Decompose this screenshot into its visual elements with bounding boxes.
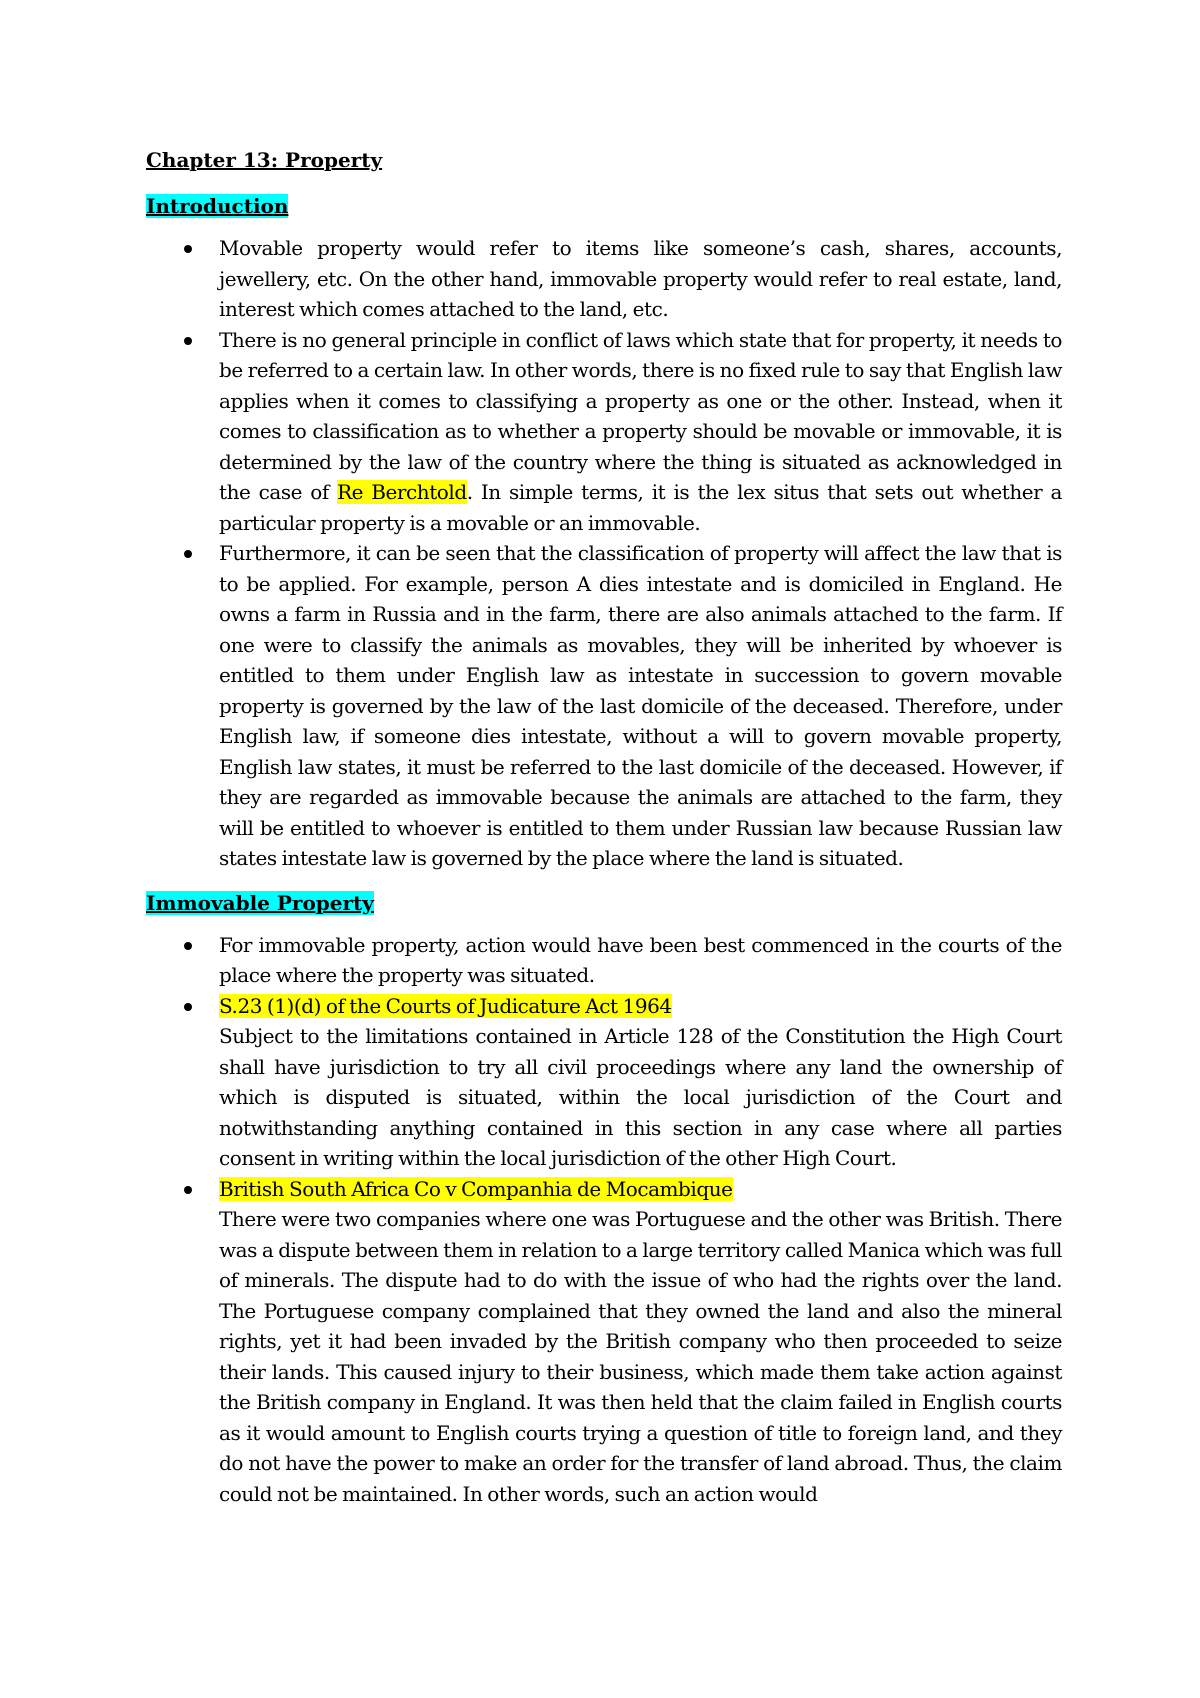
list-item-text: Furthermore, it can be seen that the classification of property will affect the law that is to be applied. For example, person A dies intestate and is domiciled in England. He owns a farm in Russia and in the farm, there are also animals attached to the farm. If one were to classify the animals as movables, they will be inherited by whoever is entitled to them under English law as intestate in succession to govern movable property is governed by the law of the last domicile of the deceased. Therefore, under English law, if someone dies intestate, without a will to govern movable property, English law states, it must be referred to the last domicile of the deceased. However, if they are regarded as immovable because the animals are attached to the farm, they will be entitled to whoever is entitled to them under Russian law because Russian law states intestate law is governed by the place where the land is situated. bbox=[219, 541, 1062, 870]
bullet-icon bbox=[184, 1003, 192, 1011]
heading-highlight: Immovable Property bbox=[146, 890, 374, 915]
bullet-icon bbox=[184, 942, 192, 950]
introduction-list bbox=[146, 233, 1062, 874]
bullet-icon bbox=[184, 550, 192, 558]
immovable-property-list bbox=[146, 930, 1062, 1510]
case-reference-highlight: Re Berchtold bbox=[337, 480, 467, 504]
list-item bbox=[146, 930, 1062, 991]
list-item-text-after: . In simple terms, it is the lex situs that sets out whether a particular property is a movable or an immovable. bbox=[219, 480, 1062, 535]
list-item bbox=[146, 233, 1062, 325]
list-item-text: Movable property would refer to items like someone’s cash, shares, accounts, jewellery, etc. On the other hand, immovable property would refer to real estate, land, interest which comes attached to the land, etc. bbox=[219, 236, 1062, 321]
section-heading-immovable-property bbox=[146, 890, 1062, 916]
bullet-icon bbox=[184, 337, 192, 345]
case-text: There were two companies where one was Portuguese and the other was British. There was a dispute between them in relation to a large territory called Manica which was full of minerals. The dispute had to do with the issue of who had the rights over the land. The Portuguese company complained that they owned the land and also the mineral rights, yet it had been invaded by the British company who then proceeded to seize their lands. This caused injury to their business, which made them take action against the British company in England. It was then held that the claim failed in English courts as it would amount to English courts trying a question of title to foreign land, and they do not have the power to make an order for the transfer of land abroad. Thus, the claim could not be maintained. In other words, such an action would bbox=[219, 1207, 1062, 1506]
statute-text: Subject to the limitations contained in Article 128 of the Constitution the High Court shall have jurisdiction to try all civil proceedings where any land the ownership of which is disputed is situated, within the local jurisdiction of the Court and notwithstanding anything contained in this section in any case where all parties consent in writing within the local jurisdiction of the other High Court. bbox=[219, 1024, 1062, 1170]
list-item-text: For immovable property, action would have been best commenced in the courts of the place where the property was situated. bbox=[219, 932, 1062, 987]
list-item bbox=[146, 325, 1062, 539]
list-item-text-before: There is no general principle in conflict of laws which state that for property, it needs to be referred to a certain law. In other words, there is no fixed rule to say that English law applies when it comes to classifying a property as one or the other. Instead, when it comes to classification as to whether a property should be movable or immovable, it is determined by the law of the country where the thing is situated as acknowledged in the case of bbox=[219, 327, 1062, 504]
document-content bbox=[146, 147, 1062, 1525]
bullet-icon bbox=[184, 245, 192, 253]
list-item bbox=[146, 991, 1062, 1174]
section-heading-introduction bbox=[146, 193, 1062, 219]
heading-highlight: Introduction bbox=[146, 194, 289, 218]
statute-title-highlight: S.23 (1)(d) of the Courts of Judicature Act 1964 bbox=[219, 993, 672, 1018]
chapter-title: Chapter 13: Property bbox=[146, 148, 383, 172]
case-title-highlight: British South Africa Co v Companhia de Mocambique bbox=[219, 1176, 733, 1201]
list-item bbox=[146, 1174, 1062, 1510]
bullet-icon bbox=[184, 1186, 192, 1194]
list-item bbox=[146, 538, 1062, 874]
